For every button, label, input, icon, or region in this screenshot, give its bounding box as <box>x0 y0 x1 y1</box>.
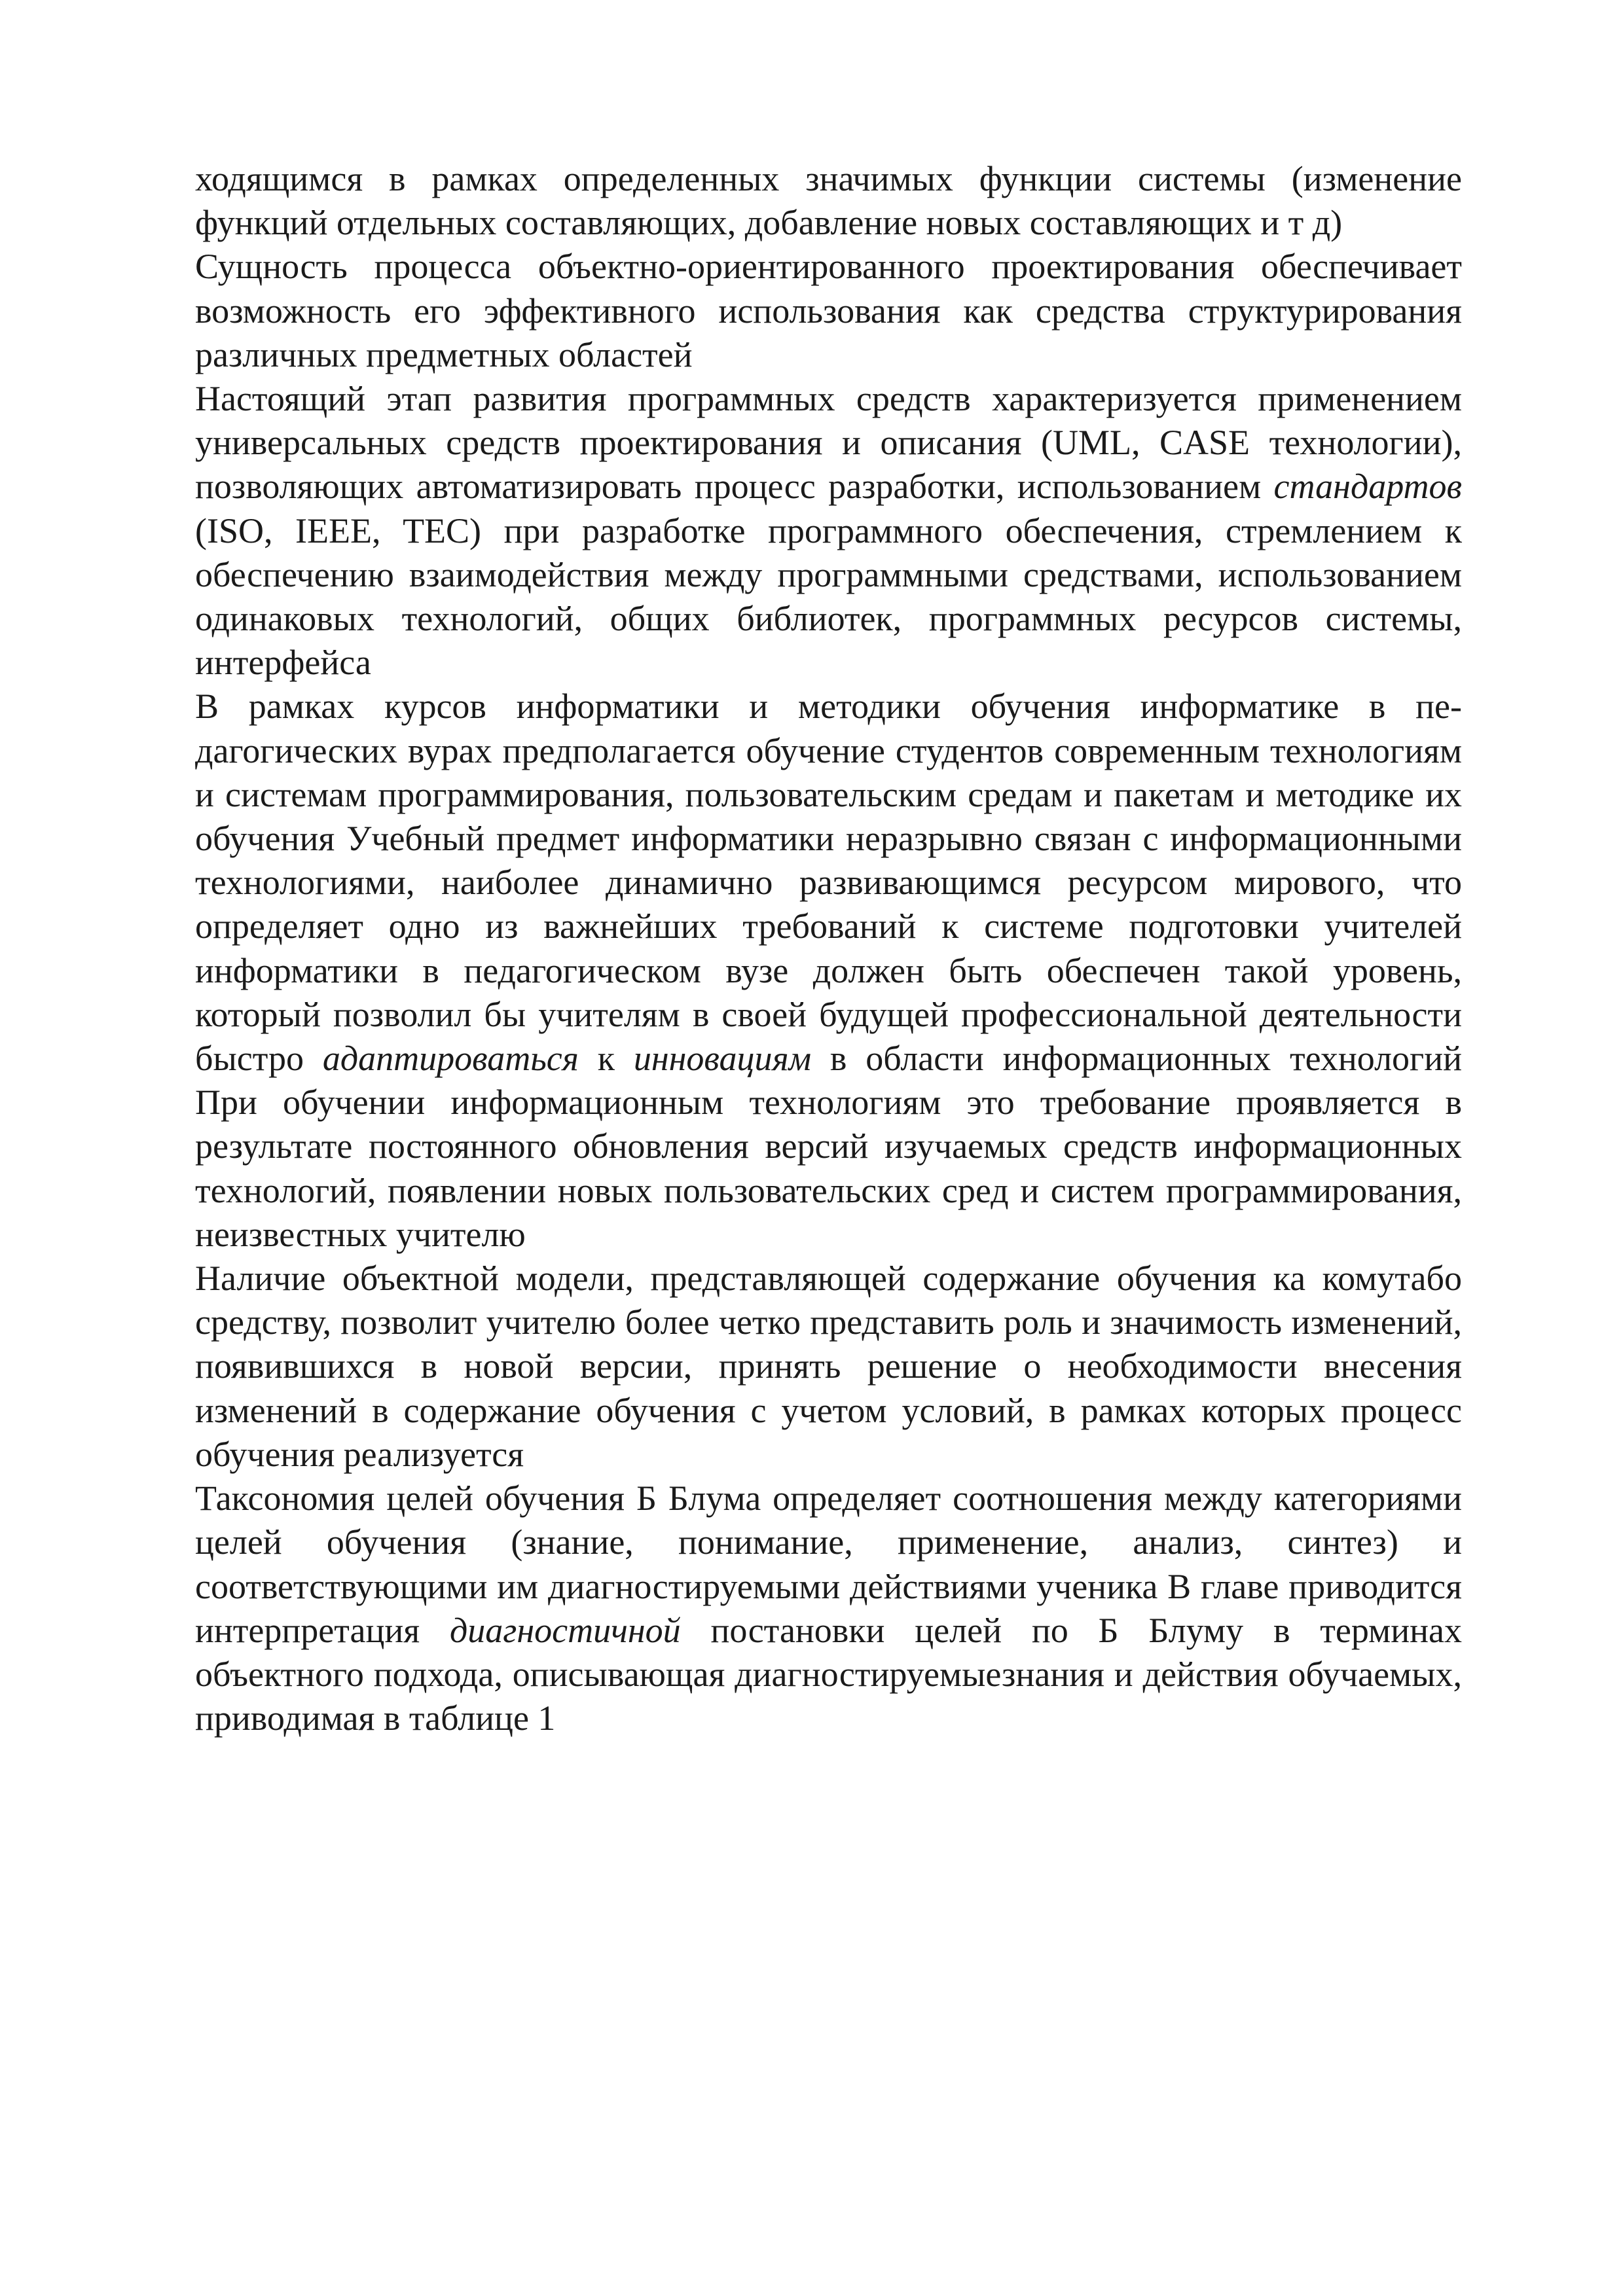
text-segment: постановки целей по Б Блуму в терминах объектного подхода, описывающая диагностируемыезнания и действия обучаемых, приводимая в таблице 1 <box>195 1610 1462 1738</box>
paragraph-3 <box>195 377 1462 685</box>
paragraph-5 <box>195 1257 1462 1477</box>
text-segment: в области информационных технологий При обучении информационным технологиям это требование проявляется в результате постоянного обновления версий изучаемых средств информационных технологий, появлении новых пользовательских сред и систем программирования, неизвестных учителю <box>195 1039 1462 1254</box>
text-segment: Настоящий этап развития программных средств характеризуется применением универсальных средств проектирования и описания (UML, CASE технологии), позволяющих автоматизировать процесс разработки, использованием <box>195 379 1462 507</box>
text-segment: ходящимся в рамках определенных значимых функции системы (изменение функций отдельных составляющих, добавление новых составляющих и т д) <box>195 159 1462 243</box>
text-segment: В рамках курсов информатики и методики обучения информатике в педагогических вурах предполагается обучение студентов современным технологиям и системам программирования, пользовательским средам и пакетам и методике их обучения Учебный предмет информатики неразрывно связан с информационными технологиями, наиболее динамично развивающимся ресурсом мирового, что определяет одно из важнейших требований к системе подготовки учителей информатики в педагогическом вузе должен быть обеспечен такой уровень, который позволил бы учителям в своей будущей профессиональной деятельности быстро <box>195 687 1462 1079</box>
text-segment: к <box>578 1039 634 1079</box>
paragraph-1 <box>195 157 1462 245</box>
italic-term: инновациям <box>633 1039 812 1079</box>
body-text <box>195 157 1462 1740</box>
text-segment: (ISO, IEEE, TEC) при разработке программного обеспечения, стремлением к обеспечению взаимодействия между программными средствами, использованием одинаковых технологий, общих библиотек, программных ресурсов системы, интерфейса <box>195 511 1462 683</box>
paragraph-6 <box>195 1477 1462 1740</box>
paragraph-4 <box>195 685 1462 1257</box>
text-segment: Сущность процесса объектно-ориентированного проектирования обеспечивает возможность его эффективного использования как средства структурирования различных предметных областей <box>195 247 1462 374</box>
italic-term: диагностичной <box>449 1610 681 1650</box>
text-segment: Наличие объектной модели, представляющей содержание обучения ка комутабо средству, позволит учителю более четко представить роль и значимость изменений, появившихся в новой версии, принять решение о необходимости внесения изменений в содержание обучения с учетом условий, в рамках которых процесс обучения реализуется <box>195 1259 1462 1474</box>
italic-term: адаптироваться <box>322 1039 579 1079</box>
paragraph-2 <box>195 245 1462 377</box>
text-segment: Таксономия целей обучения Б Блума определяет соотношения между категориями целей обучения (знание, понимание, применение, анализ, синтез) и соответствующими им диагностируемыми действиями ученика В главе приводится интерпретация <box>195 1479 1462 1650</box>
italic-term: стандартов <box>1273 467 1462 507</box>
